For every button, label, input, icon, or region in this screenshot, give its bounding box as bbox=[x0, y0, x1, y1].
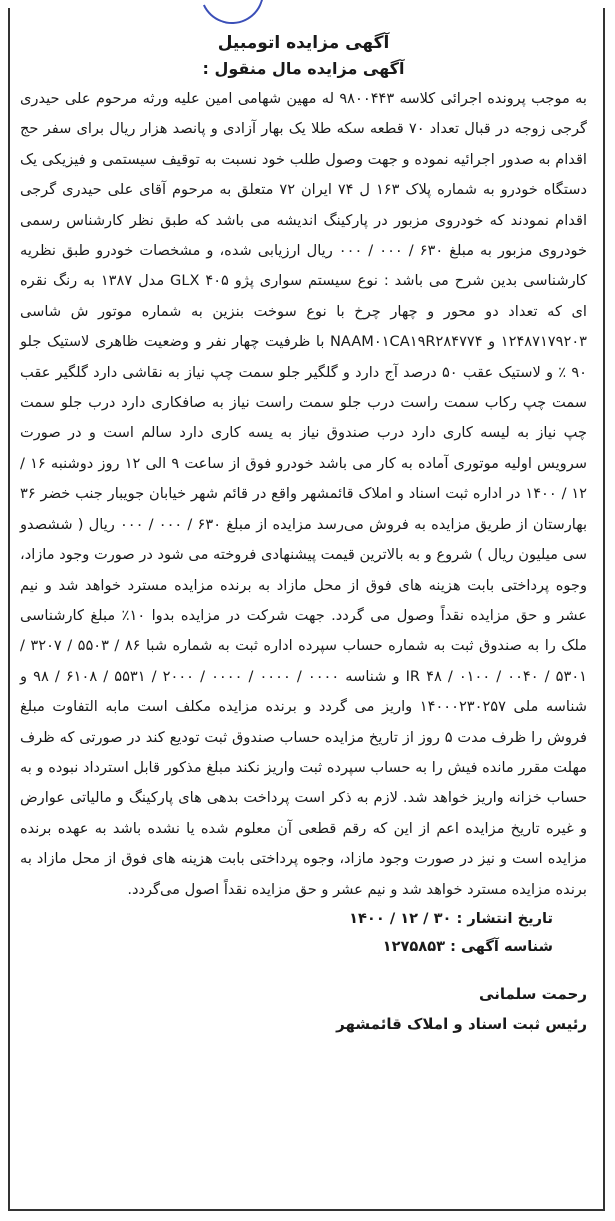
auction-notice bbox=[8, 8, 605, 1211]
notice-body: به موجب پرونده اجرائی کلاسه ۹۸۰۰۴۴۳ له مهین شهامی امین علیه ورثه مرحوم علی حیدری گرجی زوجه در قبال تعداد ۷۰ قطعه سکه طلا یک بهار آزادی و پانصد هزار ریال برای سفر حج اقدام به صدور اجرائیه نموده و جهت وصول طلب خود نسبت به توقیف سیستمی و فیزیکی یک دستگاه خودرو به شماره پلاک ۱۶۳ ل ۷۴ ایران ۷۲ متعلق به مرحوم آقای علی حیدری گرجی اقدام نمودند که خودروی مزبور در پارکینگ اندیشه می باشد که طبق نظر کارشناس رسمی خودروی مزبور به مبلغ ۶۳۰ / ۰۰۰ / ۰۰۰ ریال ارزیابی شده، و مشخصات خودرو طبق نظریه کارشناسی بدین شرح می باشد : نوع سیستم سواری پژو ۴۰۵ GLX مدل ۱۳۸۷ به رنگ نقره ای که تعداد دو محور و چهار چرخ با نوع سوخت بنزین به شماره موتور ش شاسی ۱۲۴۸۷۱۷۹۲۰۳ و NAAM۰۱CA۱۹R۲۸۴۷۷۴ با ظرفیت چهار نفر و وضعیت ظاهری لاستیک جلو ۹۰ ٪ و لاستیک عقب ۵۰ درصد آج دارد و گلگیر جلو سمت چپ نیاز به نقاشی دارد گلگیر عقب سمت چپ رکاب سمت راست درب جلو سمت راست نیاز به صافکاری دارد درب جلو سمت چپ نیاز به لیسه کاری دارد درب صندوق نیاز به یسه کاری دارد سالم است و در صورت سرویس اولیه موتوری آماده به کار می باشد خودرو فوق از ساعت ۹ الی ۱۲ روز دوشنبه ۱۶ / ۱۲ / ۱۴۰۰ در اداره ثبت اسناد و املاک قائمشهر واقع در قائم شهر خیابان جویبار جنب خضر ۳۶ بهارستان از طریق مزایده به فروش می‌رسد مزایده از مبلغ ۶۳۰ / ۰۰۰ / ۰۰۰ ریال ( ششصدو سی میلیون ریال ) شروع و به بالاترین قیمت پیشنهادی فروخته می شود در صورت وجود مازاد، وجوه پرداختی بابت هزینه های فوق از محل مازاد به برنده مزایده مسترد خواهد شد و نیم عشر و حق مزایده نقداً وصول می گردد. جهت شرکت در مزایده بدوا ۱۰٪ مبلغ کارشناسی ملک را به صندوق ثبت به شماره حساب سپرده اداره ثبت به شماره شبا ۸۶ / ۵۵۰۳ / ۳۲۰۷ / ۵۳۰۱ / ۰۰۴۰ / ۰۱۰۰ / ۴۸ IR و شناسه ۰۰۰۰ / ۰۰۰۰ / ۰۰۰۰ / ۲۰۰۰ / ۵۵۳۱ / ۶۱۰۸ / ۹۸ و شناسه ملی ۱۴۰۰۰۲۳۰۲۵۷ واریز می گردد و برنده مزایده مکلف است مابه التفاوت مبلغ فروش را ظرف مدت ۵ روز از تاریخ مزایده حساب صندوق ثبت تودیع کند در صورتی که ظرف مهلت مقرر مانده فیش را به حساب سپرده ثبت واریز نکند مبلغ مذکور قابل استرداد نبوده و به حساب خزانه واریز خواهد شد. لازم به ذکر است پرداخت بدهی های پارکینگ و مالیاتی عوارض و غیره تاریخ مزایده اعم از این که رقم قطعی آن معلوم شده یا نشده باشد به عهده برنده مزایده است و نیز در صورت وجود مازاد، وجوه پرداختی بابت هزینه های فوق از محل مازاد به برنده مزایده مسترد خواهد شد و نیم عشر و حق مزایده نقداً اصول می‌گردد. bbox=[19, 90, 588, 898]
signature-block bbox=[20, 979, 587, 1039]
publish-date: تاریخ انتشار : ۳۰ / ۱۲ / ۱۴۰۰ bbox=[349, 909, 553, 927]
signer-name: رحمت سلمانی bbox=[479, 984, 587, 1003]
notice-id: شناسه آگهی : ۱۲۷۵۸۵۳ bbox=[382, 937, 553, 955]
signer-title: رئیس ثبت اسناد و املاک قائمشهر bbox=[336, 1014, 587, 1033]
notice-title: آگهی مزایده اتومبیل bbox=[217, 33, 390, 53]
notice-subtitle: آگهی مزایده مال منقول : bbox=[202, 59, 405, 78]
